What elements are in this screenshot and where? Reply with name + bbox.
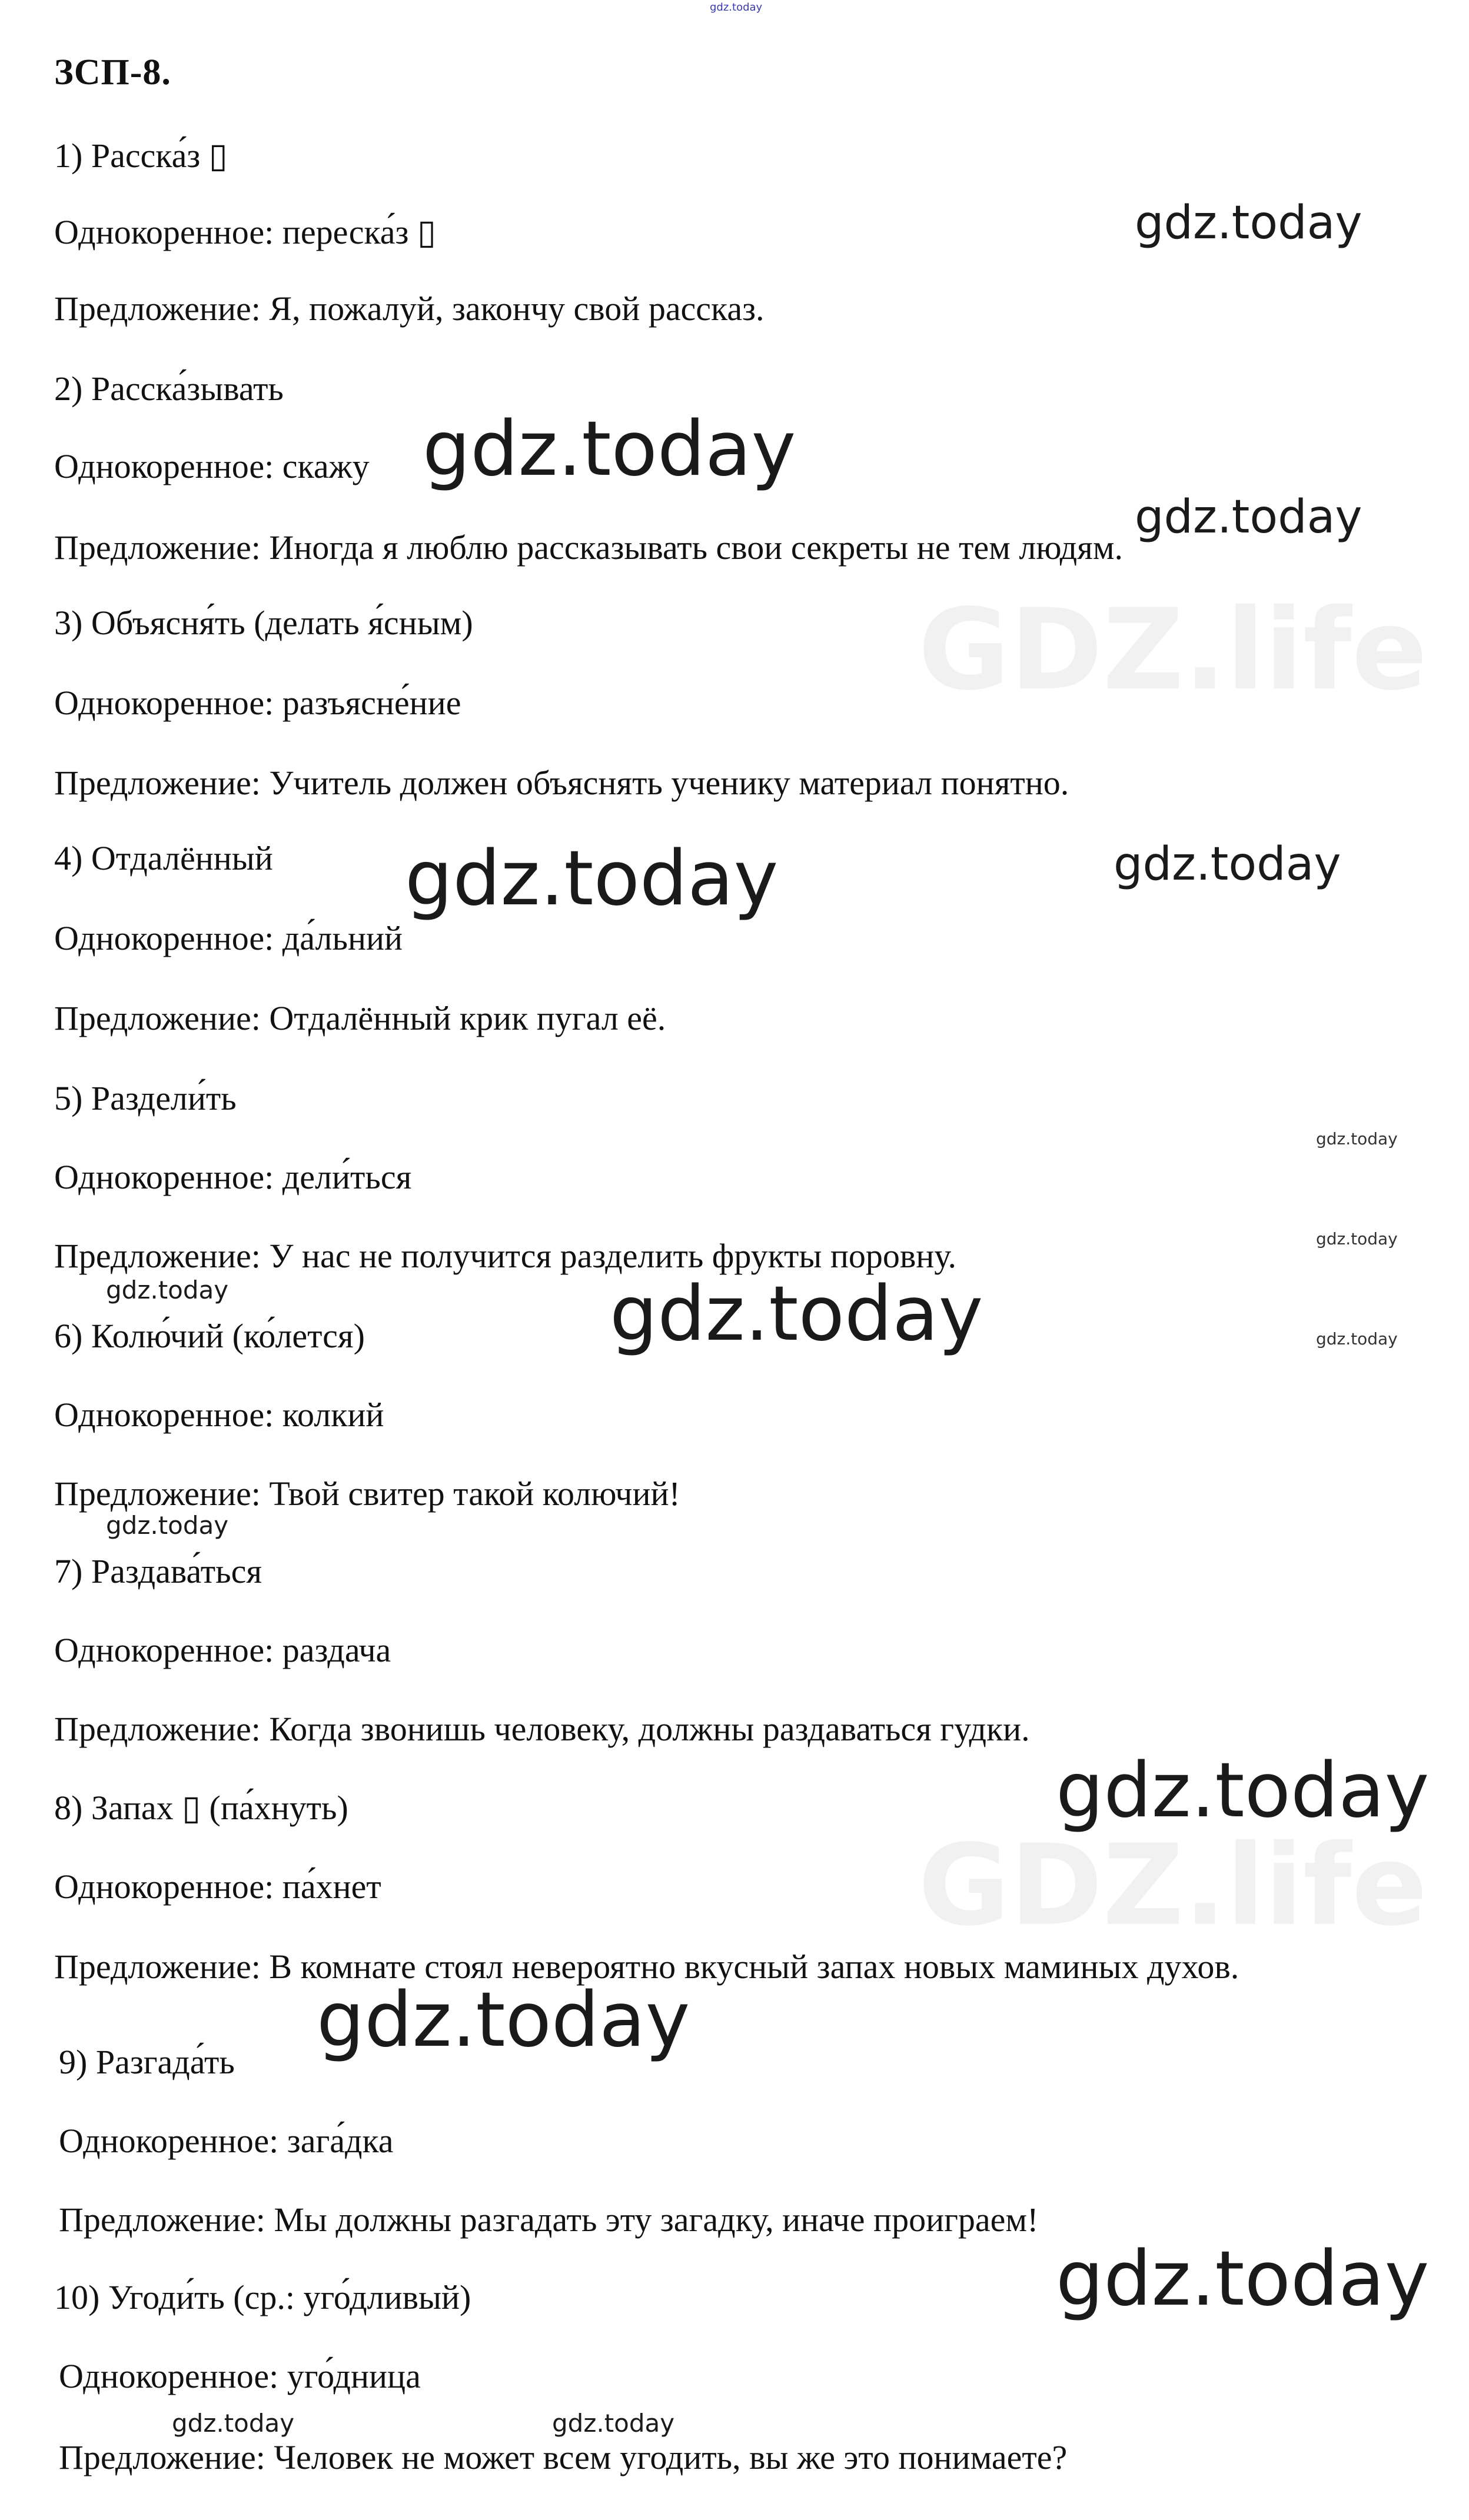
item-5-sentence: Предложение: У нас не получится разделить фрукты поровну.: [54, 1237, 956, 1275]
item-10-word: 10) Угоди́ть (ср.: уго́дливый): [54, 2278, 471, 2316]
faint-watermark: GDZ.life: [918, 585, 1428, 715]
item-9-sentence: Предложение: Мы должны разгадать эту загадку, иначе проиграем!: [59, 2201, 1039, 2239]
watermark: gdz.today: [1114, 838, 1341, 891]
item-4-related: Однокоренное: да́льний: [54, 919, 403, 957]
item-5-word: 5) Раздели́ть: [54, 1079, 237, 1117]
watermark: gdz.today: [1316, 1229, 1398, 1249]
watermark: gdz.today: [172, 2409, 295, 2438]
page-heading: ЗСП-8.: [54, 52, 171, 92]
item-6-related: Однокоренное: колкий: [54, 1396, 384, 1434]
item-8-word: 8) Запах ▯ (па́хнуть): [54, 1789, 348, 1827]
item-6-sentence: Предложение: Твой свитер такой колючий!: [54, 1474, 680, 1513]
item-7-sentence: Предложение: Когда звонишь человеку, должны раздаваться гудки.: [54, 1710, 1030, 1748]
item-4-word: 4) Отдалённый: [54, 839, 273, 877]
watermark: gdz.today: [710, 1, 763, 14]
item-3-related: Однокоренное: разъясне́ние: [54, 684, 461, 722]
watermark: gdz.today: [423, 405, 796, 493]
item-4-sentence: Предложение: Отдалённый крик пугал её.: [54, 999, 666, 1037]
watermark: gdz.today: [1316, 1329, 1398, 1349]
item-7-related: Однокоренное: раздача: [54, 1631, 391, 1669]
faint-watermark: GDZ.life: [918, 1820, 1428, 1950]
watermark: gdz.today: [610, 1270, 983, 1358]
item-6-word: 6) Колю́чий (ко́лется): [54, 1317, 365, 1355]
watermark: gdz.today: [405, 835, 779, 923]
watermark: gdz.today: [1056, 2235, 1430, 2323]
item-9-word: 9) Разгада́ть: [59, 2043, 235, 2081]
item-3-word: 3) Объясня́ть (делать я́сным): [54, 604, 473, 642]
item-5-related: Однокоренное: дели́ться: [54, 1158, 412, 1196]
item-2-sentence: Предложение: Иногда я люблю рассказывать свои секреты не тем людям.: [54, 528, 1124, 567]
watermark: gdz.today: [1316, 1129, 1398, 1149]
item-8-related: Однокоренное: па́хнет: [54, 1867, 381, 1906]
item-8-sentence: Предложение: В комнате стоял невероятно вкусный запах новых маминых духов.: [54, 1948, 1239, 1986]
watermark: gdz.today: [1135, 491, 1362, 544]
item-9-related: Однокоренное: зага́дка: [59, 2122, 394, 2160]
item-1-sentence: Предложение: Я, пожалуй, закончу свой рассказ.: [54, 289, 765, 328]
item-3-sentence: Предложение: Учитель должен объяснять ученику материал понятно.: [54, 764, 1069, 802]
watermark: gdz.today: [552, 2409, 675, 2438]
item-10-related: Однокоренное: уго́дница: [59, 2357, 421, 2395]
item-1-word: 1) Расска́з ▯: [54, 137, 228, 175]
item-7-word: 7) Раздава́ться: [54, 1552, 262, 1590]
item-10-sentence: Предложение: Человек не может всем угодить, вы же это понимаете?: [59, 2438, 1068, 2476]
watermark: gdz.today: [1135, 197, 1362, 249]
watermark: gdz.today: [317, 1976, 690, 2064]
watermark: gdz.today: [1056, 1747, 1430, 1835]
item-2-related: Однокоренное: скажу: [54, 447, 370, 485]
watermark: gdz.today: [106, 1276, 229, 1304]
item-1-related: Однокоренное: переска́з ▯: [54, 213, 436, 251]
watermark: gdz.today: [106, 1511, 229, 1540]
item-2-word: 2) Расска́зывать: [54, 369, 284, 408]
